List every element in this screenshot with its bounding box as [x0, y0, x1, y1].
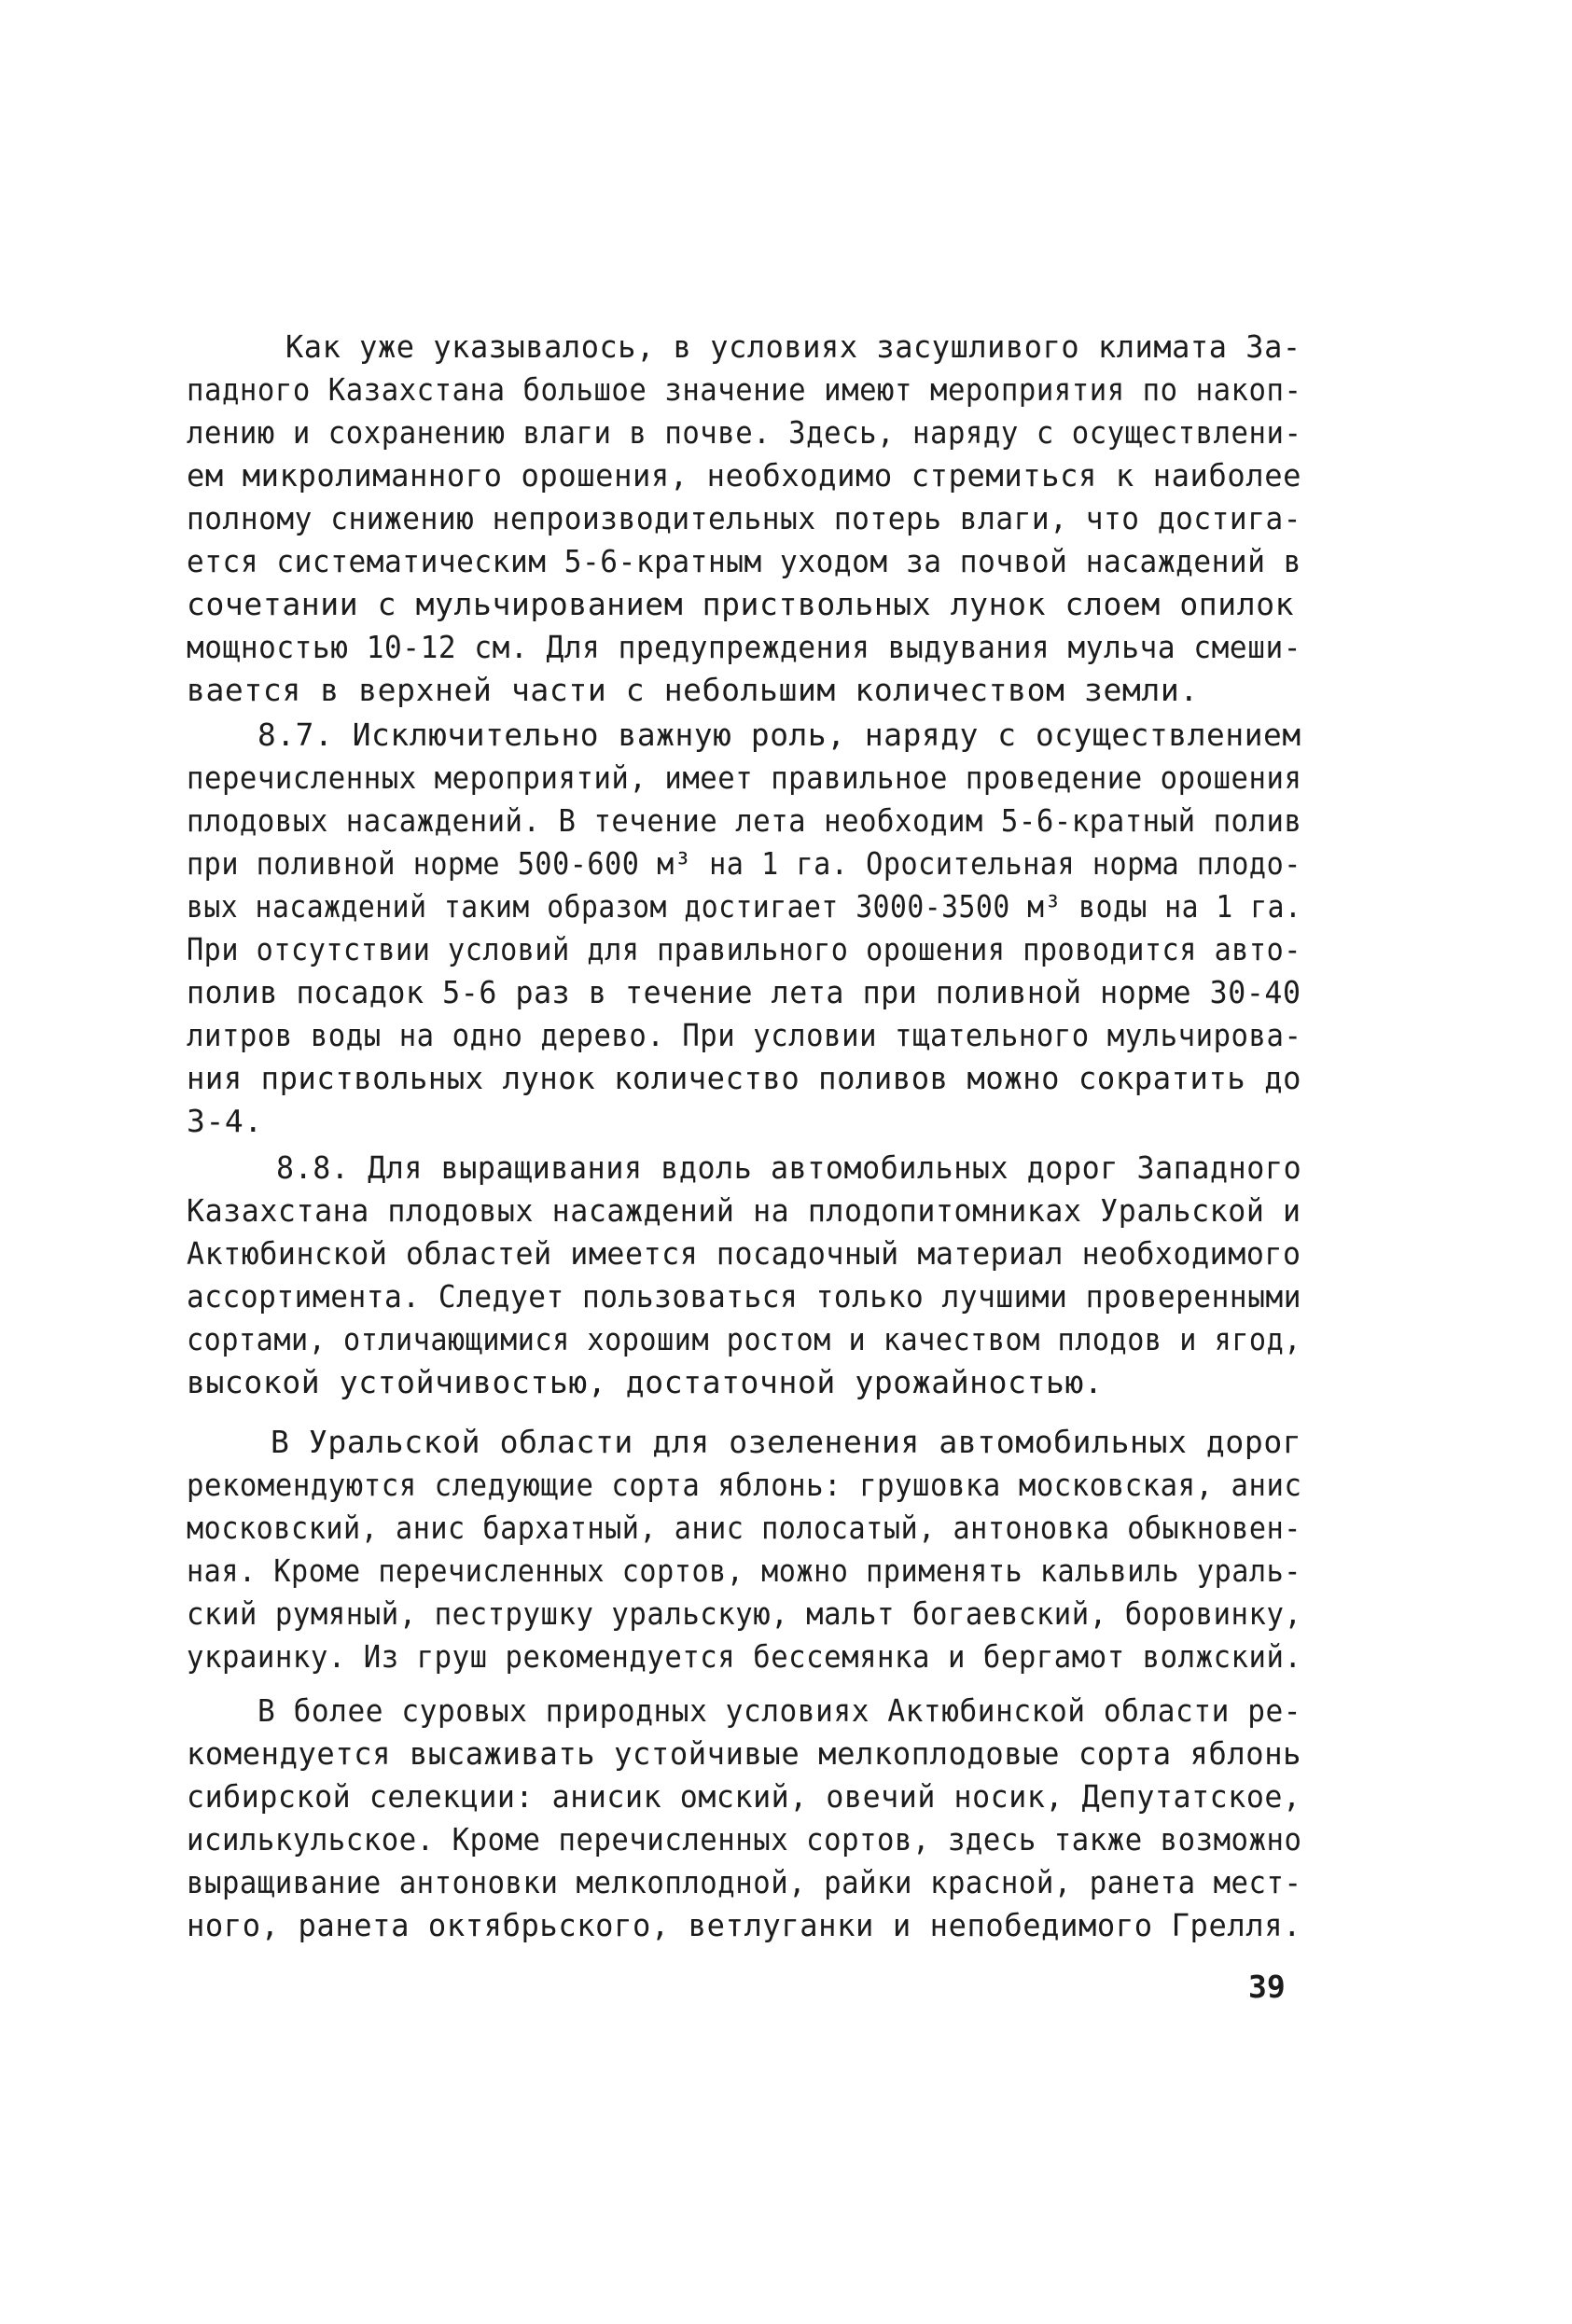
text-line: ная. Кроме перечисленных сортов, можно применять кальвиль ураль- — [187, 1552, 1301, 1589]
text-line: При отсутствии условий для правильного орошения проводится авто- — [187, 931, 1301, 967]
text-line: Как уже указывалось, в условиях засушливого климата За- — [285, 328, 1301, 365]
text-line: плодовых насаждений. В течение лета необходим 5-6-кратный полив — [187, 802, 1302, 839]
text-line: украинку. Из груш рекомендуется бессемянка и бергамот волжский. — [187, 1638, 1302, 1675]
text-line: ния приствольных лунок количество поливов можно сократить до — [187, 1060, 1302, 1096]
text-line: Актюбинской областей имеется посадочный материал необходимого — [187, 1235, 1301, 1272]
text-line: 8.7. Исключительно важную роль, наряду с осуществлением — [257, 717, 1301, 753]
text-line: В Уральской области для озеленения автомобильных дорог — [271, 1424, 1302, 1460]
text-line: литров воды на одно дерево. При условии тщательного мульчирова- — [187, 1017, 1302, 1053]
page-number: 39 — [1248, 1969, 1286, 2005]
text-line: ский румяный, пеструшку уральскую, мальт богаевский, боровинку, — [187, 1595, 1302, 1632]
text-line: перечисленных мероприятий, имеет правильное проведение орошения — [187, 759, 1302, 796]
text-line: 8.8. Для выращивания вдоль автомобильных дорог Западного — [276, 1149, 1302, 1186]
text-line: ется систематическим 5-6-кратным уходом за почвой насаждений в — [187, 543, 1302, 579]
text-line: полному снижению непроизводительных потерь влаги, что достига- — [187, 500, 1302, 536]
text-line: ного, ранета октябрьского, ветлуганки и непобедимого Грелля. — [187, 1907, 1302, 1943]
text-line: полив посадок 5-6 раз в течение лета при поливной норме 30-40 — [187, 974, 1301, 1010]
text-line: ассортимента. Следует пользоваться только лучшими проверенными — [187, 1278, 1302, 1315]
text-line: сибирской селекции: анисик омский, овечий носик, Депутатское, — [187, 1778, 1301, 1815]
text-line: выращивание антоновки мелкоплодной, райки красной, ранета мест- — [187, 1864, 1302, 1900]
text-line: лению и сохранению влаги в почве. Здесь, наряду с осуществлени- — [187, 414, 1302, 451]
text-line: вается в верхней части с небольшим количеством земли. — [187, 672, 1199, 708]
text-line: В более суровых природных условиях Актюбинской области ре- — [257, 1692, 1302, 1729]
text-line: рекомендуются следующие сорта яблонь: грушовка московская, анис — [187, 1467, 1302, 1503]
text-line: при поливной норме 500-600 м³ на 1 га. Оросительная норма плодо- — [187, 845, 1301, 882]
text-line: Казахстана плодовых насаждений на плодопитомниках Уральской и — [187, 1192, 1301, 1229]
text-line: 3-4. — [187, 1103, 263, 1139]
text-line: сортами, отличающимися хорошим ростом и качеством плодов и ягод, — [187, 1321, 1301, 1357]
text-line: комендуется высаживать устойчивые мелкоплодовые сорта яблонь — [187, 1735, 1302, 1772]
text-line: ем микролиманного орошения, необходимо стремиться к наиболее — [187, 457, 1302, 494]
text-line: высокой устойчивостью, достаточной урожайностью. — [187, 1364, 1104, 1400]
text-line: сочетании с мульчированием приствольных лунок слоем опилок — [187, 586, 1295, 622]
text-line: мощностью 10-12 см. Для предупреждения выдувания мульча смеши- — [187, 629, 1302, 665]
text-line: вых насаждений таким образом достигает 3000-3500 м³ воды на 1 га. — [187, 888, 1302, 925]
text-line: падного Казахстана большое значение имеют мероприятия по накоп- — [187, 371, 1302, 408]
text-line: московский, анис бархатный, анис полосатый, антоновка обыкновен- — [187, 1510, 1301, 1546]
text-line: исилькульское. Кроме перечисленных сортов, здесь также возможно — [187, 1821, 1302, 1858]
